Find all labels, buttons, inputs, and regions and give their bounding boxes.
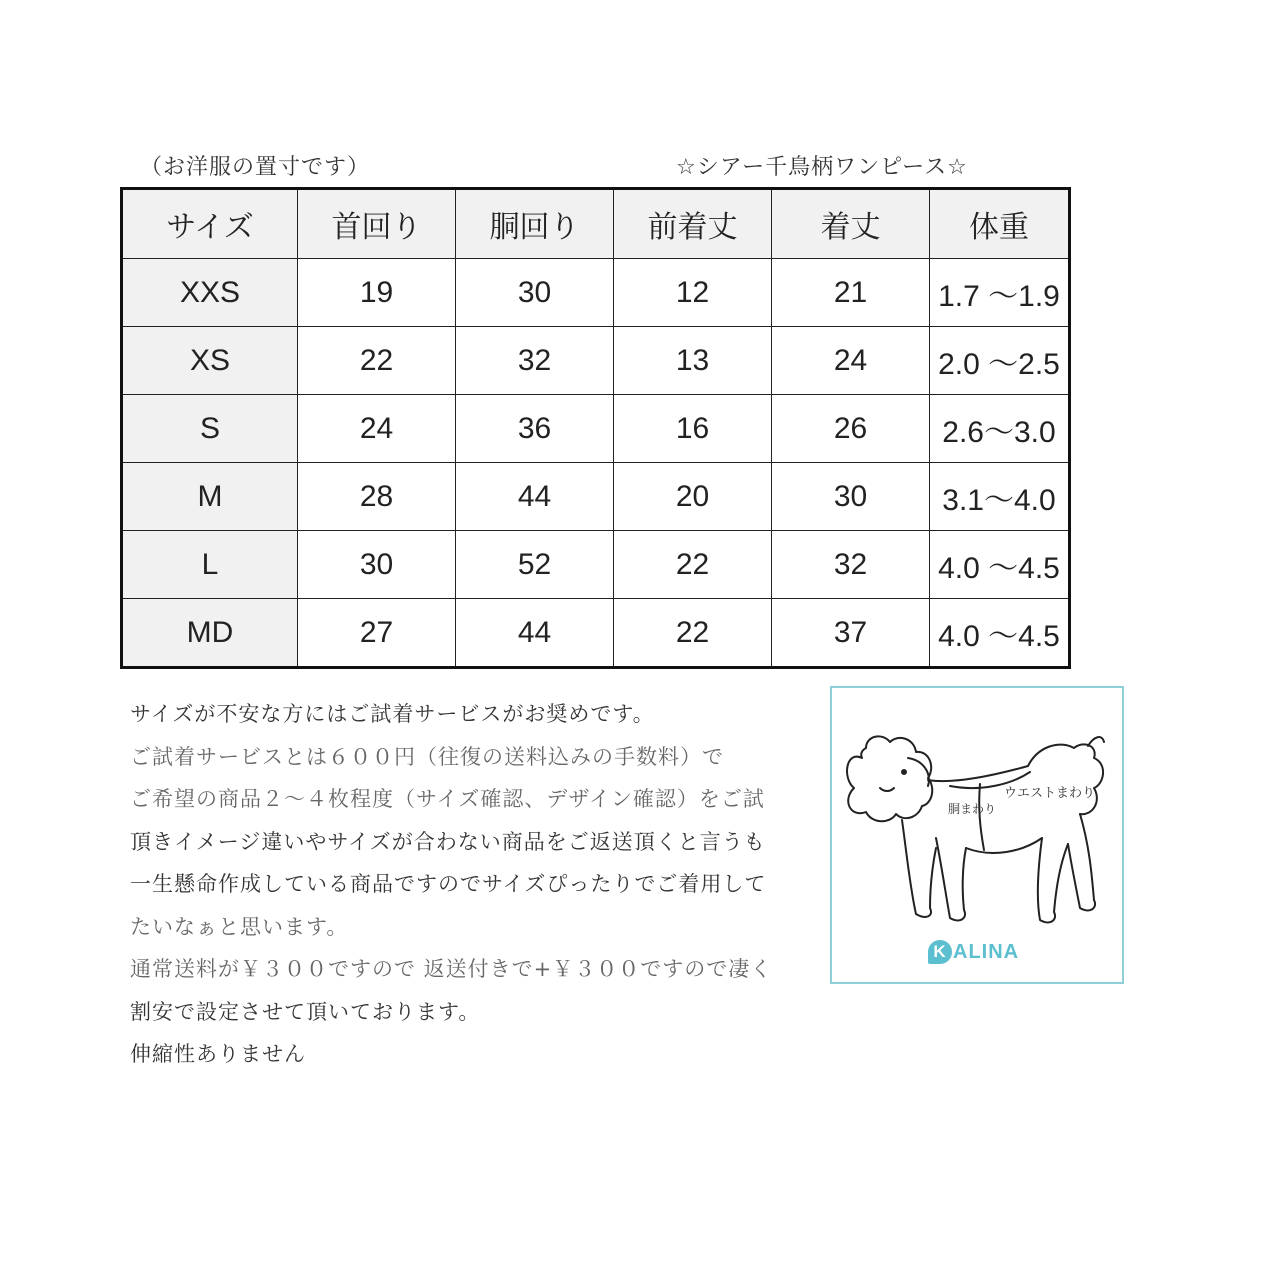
- table-row: [122, 531, 1070, 599]
- caption-product-title: ☆シアー千鳥柄ワンピース☆: [676, 155, 968, 180]
- cell-weight: 2.6〜3.0: [930, 395, 1070, 463]
- caption-measurement-note: （お洋服の置寸です）: [140, 155, 371, 180]
- cell-front-length: 16: [614, 395, 772, 463]
- table-header-row: [122, 189, 1070, 259]
- table-row: [122, 599, 1070, 668]
- table-row: [122, 395, 1070, 463]
- header-chest: 胴回り: [456, 189, 614, 259]
- table-row: [122, 463, 1070, 531]
- cell-chest: 32: [456, 327, 614, 395]
- cell-chest: 30: [456, 259, 614, 327]
- cell-weight: 1.7 〜1.9: [930, 259, 1070, 327]
- cell-weight: 2.0 〜2.5: [930, 327, 1070, 395]
- cell-front-length: 13: [614, 327, 772, 395]
- note-line: たいなぁと思います。: [130, 914, 349, 939]
- note-line: サイズが不安な方にはご試着サービスがお奨めです。: [130, 702, 655, 726]
- header-front-length: 前着丈: [614, 189, 772, 259]
- cell-front-length: 22: [614, 599, 772, 668]
- note-line: 伸縮性ありません: [130, 1042, 306, 1066]
- cell-neck: 24: [298, 395, 456, 463]
- cell-size: XS: [122, 327, 298, 395]
- cell-length: 26: [772, 395, 930, 463]
- cell-front-length: 12: [614, 259, 772, 327]
- cell-neck: 27: [298, 599, 456, 668]
- cell-front-length: 20: [614, 463, 772, 531]
- notes-block: [130, 693, 826, 1076]
- header-neck: 首回り: [298, 189, 456, 259]
- cell-chest: 44: [456, 599, 614, 668]
- cell-weight: 3.1〜4.0: [930, 463, 1070, 531]
- cell-neck: 19: [298, 259, 456, 327]
- cell-size: M: [122, 463, 298, 531]
- cell-weight: 4.0 〜4.5: [930, 599, 1070, 668]
- brand-name: ALINA: [953, 940, 1020, 963]
- note-line: 割安で設定させて頂いております。: [130, 999, 481, 1024]
- cell-length: 30: [772, 463, 930, 531]
- header-weight: 体重: [930, 189, 1070, 259]
- cell-size: XXS: [122, 259, 298, 327]
- brand-logo: [928, 940, 1019, 964]
- size-chart-table: [120, 187, 1071, 669]
- note-line: 一生懸命作成している商品ですのでサイズぴったりでご着用して: [130, 872, 767, 896]
- cell-length: 24: [772, 327, 930, 395]
- cell-neck: 22: [298, 327, 456, 395]
- cell-weight: 4.0 〜4.5: [930, 531, 1070, 599]
- note-line: 通常送料が￥３００ですので 返送付きで+￥３００ですので凄く: [130, 957, 773, 981]
- cell-length: 32: [772, 531, 930, 599]
- cell-front-length: 22: [614, 531, 772, 599]
- header-length: 着丈: [772, 189, 930, 259]
- label-chest: 胴まわり: [948, 802, 997, 816]
- label-waist: ウエストまわり: [1004, 786, 1096, 801]
- table-row: [122, 327, 1070, 395]
- cell-chest: 36: [456, 395, 614, 463]
- cell-size: MD: [122, 599, 298, 668]
- cell-length: 37: [772, 599, 930, 668]
- note-line: 頂きイメージ違いやサイズが合わない商品をご返送頂くと言うも: [130, 829, 766, 854]
- cell-size: S: [122, 395, 298, 463]
- cell-size: L: [122, 531, 298, 599]
- table-row: [122, 259, 1070, 327]
- measurement-diagram: [830, 686, 1124, 984]
- header-size: サイズ: [122, 189, 298, 259]
- note-line: ご試着サービスとは６００円（往復の送料込みの手数料）で: [130, 744, 724, 769]
- cell-neck: 30: [298, 531, 456, 599]
- cell-chest: 44: [456, 463, 614, 531]
- cell-length: 21: [772, 259, 930, 327]
- brand-logo-icon: K: [928, 940, 952, 964]
- cell-neck: 28: [298, 463, 456, 531]
- note-line: ご希望の商品２～４枚程度（サイズ確認、デザイン確認）をご試: [130, 787, 765, 811]
- cell-chest: 52: [456, 531, 614, 599]
- dog-outline-icon: [832, 688, 1122, 982]
